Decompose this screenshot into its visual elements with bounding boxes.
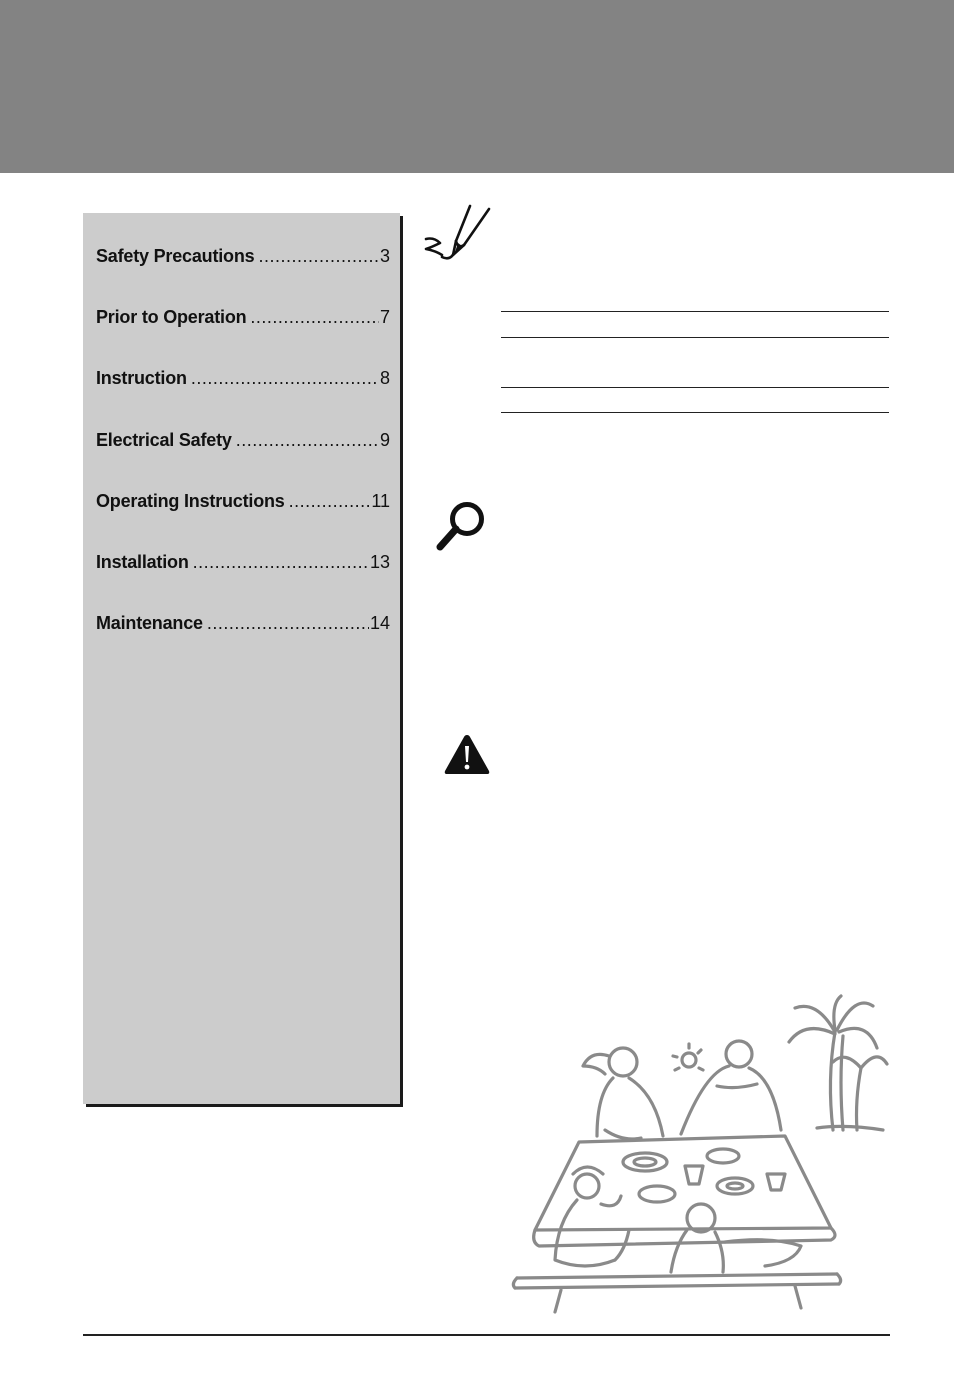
toc-item-safety-precautions[interactable] — [96, 246, 390, 307]
blank-line — [501, 337, 889, 338]
toc-item-title: Electrical Safety — [96, 429, 232, 450]
toc-item-page: 11 — [371, 490, 390, 511]
toc-item-title: Safety Precautions — [96, 246, 255, 266]
toc-item-page: 3 — [379, 246, 390, 266]
toc-item-operating-instructions[interactable] — [96, 491, 390, 552]
toc-item-title: Operating Instructions — [96, 490, 285, 511]
toc-item-title: Prior to Operation — [96, 307, 247, 328]
toc-item-instruction[interactable] — [96, 368, 390, 429]
warning-triangle-icon — [443, 733, 491, 777]
toc-item-title: Installation — [96, 551, 189, 572]
toc-item-maintenance[interactable] — [96, 613, 390, 674]
header-band — [0, 0, 954, 173]
toc-leader-dots — [191, 368, 379, 389]
toc-leader-dots — [236, 430, 379, 451]
toc-item-page: 9 — [379, 429, 390, 450]
toc-leader-dots — [289, 491, 371, 512]
blank-line — [501, 387, 889, 388]
table-of-contents — [83, 213, 400, 1104]
blank-line — [501, 311, 889, 312]
toc-leader-dots — [207, 613, 369, 634]
toc-item-page: 8 — [379, 368, 390, 389]
toc-item-title: Instruction — [96, 368, 187, 389]
picnic-illustration — [505, 990, 890, 1315]
toc-item-installation[interactable] — [96, 552, 390, 613]
toc-item-electrical-safety[interactable] — [96, 430, 390, 491]
pen-icon — [420, 203, 496, 267]
toc-item-page: 13 — [369, 551, 390, 572]
toc-item-title: Maintenance — [96, 613, 203, 634]
toc-item-page: 14 — [369, 613, 390, 634]
toc-leader-dots — [193, 552, 369, 573]
toc-leader-dots — [250, 307, 379, 328]
toc-item-prior-to-operation[interactable] — [96, 307, 390, 368]
magnifier-icon — [434, 499, 496, 555]
toc-leader-dots — [258, 246, 379, 267]
toc-item-page: 7 — [379, 307, 390, 328]
footer-rule — [83, 1334, 890, 1336]
toc-list — [96, 246, 390, 674]
blank-line — [501, 412, 889, 413]
